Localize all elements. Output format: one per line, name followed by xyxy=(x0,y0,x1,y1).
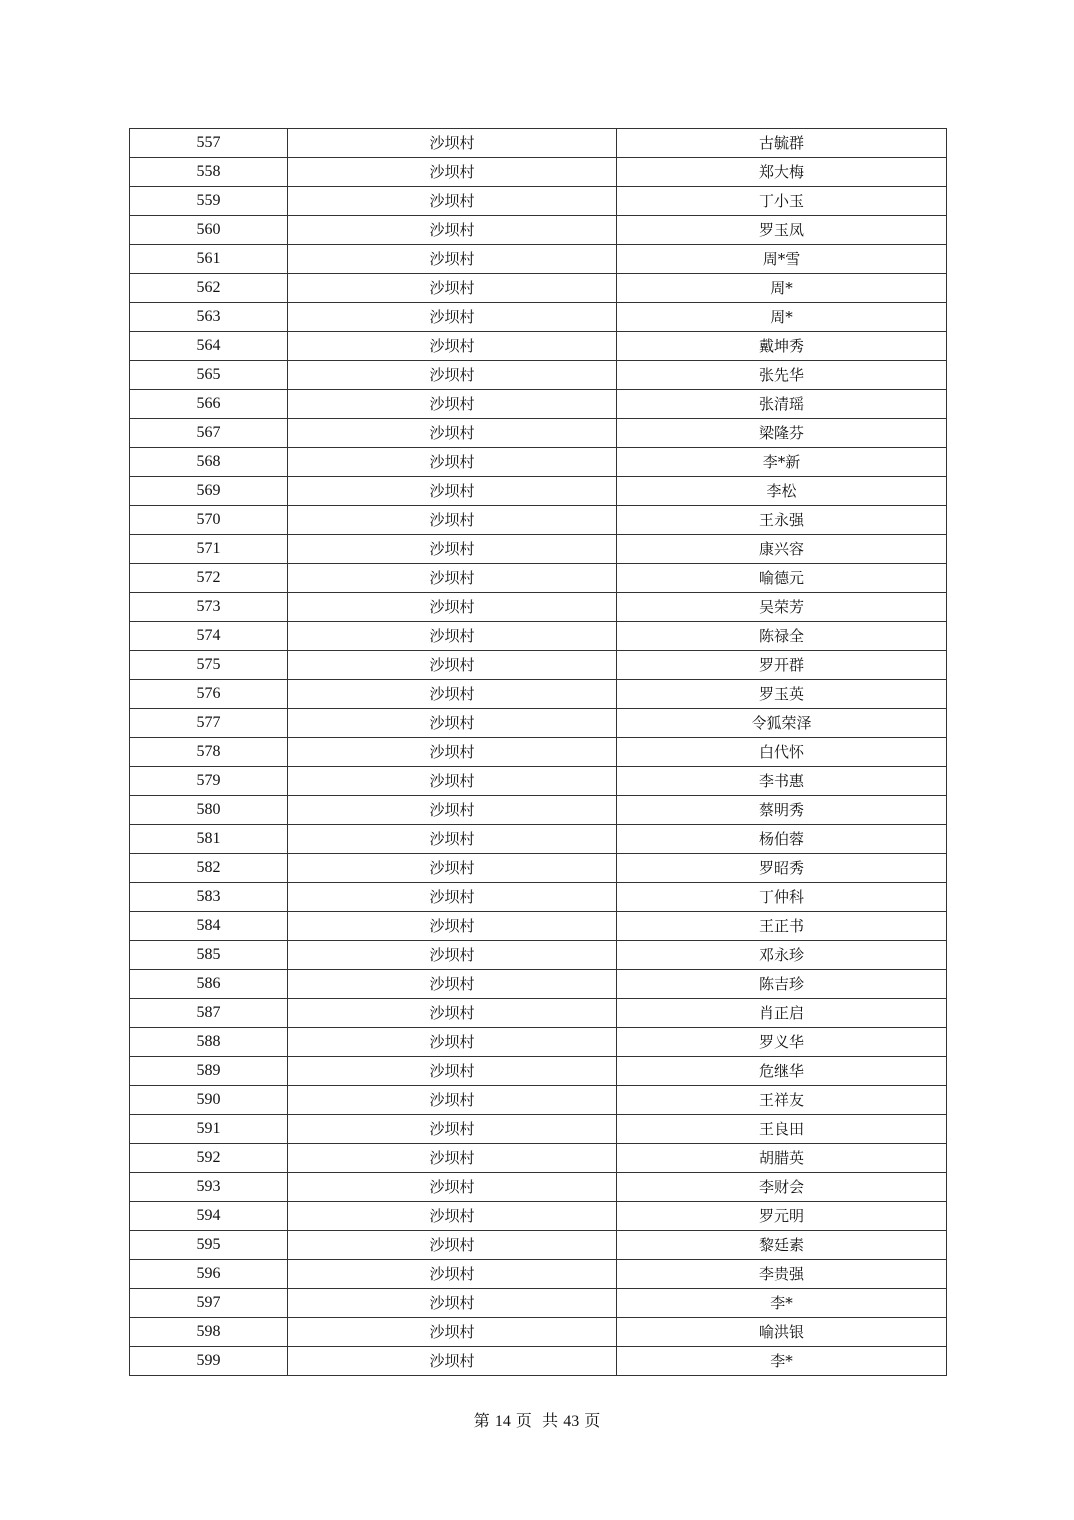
table-row xyxy=(130,1028,947,1057)
village-cell: 沙坝村 xyxy=(288,419,617,448)
name-cell: 黎廷素 xyxy=(617,1231,947,1260)
row-number-cell: 591 xyxy=(130,1115,288,1144)
village-cell: 沙坝村 xyxy=(288,1260,617,1289)
name-cell: 周* xyxy=(617,303,947,332)
row-number-cell: 580 xyxy=(130,796,288,825)
row-number-cell: 596 xyxy=(130,1260,288,1289)
village-cell: 沙坝村 xyxy=(288,448,617,477)
name-cell: 古毓群 xyxy=(617,129,947,158)
name-cell: 李* xyxy=(617,1347,947,1376)
village-cell: 沙坝村 xyxy=(288,1057,617,1086)
row-number-cell: 562 xyxy=(130,274,288,303)
table-row xyxy=(130,419,947,448)
village-cell: 沙坝村 xyxy=(288,274,617,303)
table-row xyxy=(130,1347,947,1376)
footer-prefix: 第 xyxy=(473,1411,490,1430)
name-cell: 王祥友 xyxy=(617,1086,947,1115)
village-cell: 沙坝村 xyxy=(288,883,617,912)
table-row xyxy=(130,1289,947,1318)
name-cell: 喻德元 xyxy=(617,564,947,593)
name-cell: 丁小玉 xyxy=(617,187,947,216)
name-cell: 李* xyxy=(617,1289,947,1318)
table-row xyxy=(130,825,947,854)
row-number-cell: 575 xyxy=(130,651,288,680)
table-row xyxy=(130,941,947,970)
row-number-cell: 561 xyxy=(130,245,288,274)
table-row xyxy=(130,448,947,477)
name-cell: 肖正启 xyxy=(617,999,947,1028)
row-number-cell: 567 xyxy=(130,419,288,448)
table-row xyxy=(130,129,947,158)
village-cell: 沙坝村 xyxy=(288,187,617,216)
village-cell: 沙坝村 xyxy=(288,709,617,738)
village-cell: 沙坝村 xyxy=(288,825,617,854)
name-cell: 康兴容 xyxy=(617,535,947,564)
row-number-cell: 559 xyxy=(130,187,288,216)
table-row xyxy=(130,854,947,883)
name-cell: 王正书 xyxy=(617,912,947,941)
row-number-cell: 597 xyxy=(130,1289,288,1318)
name-cell: 罗义华 xyxy=(617,1028,947,1057)
village-cell: 沙坝村 xyxy=(288,477,617,506)
village-cell: 沙坝村 xyxy=(288,767,617,796)
name-cell: 令狐荣泽 xyxy=(617,709,947,738)
row-number-cell: 577 xyxy=(130,709,288,738)
name-cell: 李松 xyxy=(617,477,947,506)
footer-middle: 页 共 xyxy=(515,1411,559,1430)
village-cell: 沙坝村 xyxy=(288,158,617,187)
village-cell: 沙坝村 xyxy=(288,1318,617,1347)
table-row xyxy=(130,970,947,999)
row-number-cell: 572 xyxy=(130,564,288,593)
village-cell: 沙坝村 xyxy=(288,1144,617,1173)
village-cell: 沙坝村 xyxy=(288,332,617,361)
village-cell: 沙坝村 xyxy=(288,941,617,970)
roster-table xyxy=(129,128,947,1376)
row-number-cell: 569 xyxy=(130,477,288,506)
row-number-cell: 566 xyxy=(130,390,288,419)
row-number-cell: 581 xyxy=(130,825,288,854)
name-cell: 陈禄全 xyxy=(617,622,947,651)
row-number-cell: 588 xyxy=(130,1028,288,1057)
row-number-cell: 568 xyxy=(130,448,288,477)
table-row xyxy=(130,680,947,709)
table-row xyxy=(130,883,947,912)
village-cell: 沙坝村 xyxy=(288,854,617,883)
table-row xyxy=(130,158,947,187)
table-row xyxy=(130,1260,947,1289)
village-cell: 沙坝村 xyxy=(288,303,617,332)
village-cell: 沙坝村 xyxy=(288,651,617,680)
name-cell: 丁仲科 xyxy=(617,883,947,912)
name-cell: 周*雪 xyxy=(617,245,947,274)
table-row xyxy=(130,564,947,593)
page-footer xyxy=(0,1410,1074,1433)
name-cell: 张先华 xyxy=(617,361,947,390)
village-cell: 沙坝村 xyxy=(288,680,617,709)
village-cell: 沙坝村 xyxy=(288,999,617,1028)
name-cell: 危继华 xyxy=(617,1057,947,1086)
village-cell: 沙坝村 xyxy=(288,1289,617,1318)
table-row xyxy=(130,738,947,767)
row-number-cell: 570 xyxy=(130,506,288,535)
row-number-cell: 593 xyxy=(130,1173,288,1202)
name-cell: 邓永珍 xyxy=(617,941,947,970)
village-cell: 沙坝村 xyxy=(288,1347,617,1376)
table-row xyxy=(130,216,947,245)
name-cell: 蔡明秀 xyxy=(617,796,947,825)
row-number-cell: 574 xyxy=(130,622,288,651)
village-cell: 沙坝村 xyxy=(288,1173,617,1202)
row-number-cell: 576 xyxy=(130,680,288,709)
village-cell: 沙坝村 xyxy=(288,970,617,999)
village-cell: 沙坝村 xyxy=(288,796,617,825)
name-cell: 王永强 xyxy=(617,506,947,535)
village-cell: 沙坝村 xyxy=(288,912,617,941)
name-cell: 李贵强 xyxy=(617,1260,947,1289)
row-number-cell: 560 xyxy=(130,216,288,245)
row-number-cell: 583 xyxy=(130,883,288,912)
roster-table-body xyxy=(130,129,947,1376)
village-cell: 沙坝村 xyxy=(288,245,617,274)
table-row xyxy=(130,1318,947,1347)
table-row xyxy=(130,767,947,796)
row-number-cell: 571 xyxy=(130,535,288,564)
table-row xyxy=(130,912,947,941)
name-cell: 陈吉珍 xyxy=(617,970,947,999)
name-cell: 罗元明 xyxy=(617,1202,947,1231)
table-row xyxy=(130,622,947,651)
row-number-cell: 586 xyxy=(130,970,288,999)
village-cell: 沙坝村 xyxy=(288,622,617,651)
row-number-cell: 564 xyxy=(130,332,288,361)
name-cell: 李书惠 xyxy=(617,767,947,796)
village-cell: 沙坝村 xyxy=(288,506,617,535)
table-row xyxy=(130,593,947,622)
name-cell: 李财会 xyxy=(617,1173,947,1202)
name-cell: 罗玉凤 xyxy=(617,216,947,245)
name-cell: 张清瑶 xyxy=(617,390,947,419)
table-row xyxy=(130,361,947,390)
table-row xyxy=(130,477,947,506)
name-cell: 白代怀 xyxy=(617,738,947,767)
row-number-cell: 573 xyxy=(130,593,288,622)
table-row xyxy=(130,274,947,303)
table-row xyxy=(130,1144,947,1173)
row-number-cell: 595 xyxy=(130,1231,288,1260)
table-row xyxy=(130,651,947,680)
name-cell: 罗玉英 xyxy=(617,680,947,709)
village-cell: 沙坝村 xyxy=(288,564,617,593)
table-row xyxy=(130,332,947,361)
row-number-cell: 598 xyxy=(130,1318,288,1347)
table-row xyxy=(130,1086,947,1115)
table-row xyxy=(130,1231,947,1260)
village-cell: 沙坝村 xyxy=(288,1202,617,1231)
row-number-cell: 584 xyxy=(130,912,288,941)
table-row xyxy=(130,1173,947,1202)
table-row xyxy=(130,709,947,738)
name-cell: 李*新 xyxy=(617,448,947,477)
village-cell: 沙坝村 xyxy=(288,738,617,767)
total-page-number: 43 xyxy=(563,1413,580,1430)
row-number-cell: 589 xyxy=(130,1057,288,1086)
table-row xyxy=(130,999,947,1028)
name-cell: 罗昭秀 xyxy=(617,854,947,883)
village-cell: 沙坝村 xyxy=(288,1115,617,1144)
row-number-cell: 563 xyxy=(130,303,288,332)
row-number-cell: 578 xyxy=(130,738,288,767)
village-cell: 沙坝村 xyxy=(288,216,617,245)
village-cell: 沙坝村 xyxy=(288,1231,617,1260)
name-cell: 戴坤秀 xyxy=(617,332,947,361)
table-row xyxy=(130,187,947,216)
footer-suffix: 页 xyxy=(584,1411,601,1430)
row-number-cell: 587 xyxy=(130,999,288,1028)
name-cell: 王良田 xyxy=(617,1115,947,1144)
name-cell: 梁隆芬 xyxy=(617,419,947,448)
row-number-cell: 557 xyxy=(130,129,288,158)
current-page-number: 14 xyxy=(494,1413,511,1430)
name-cell: 杨伯蓉 xyxy=(617,825,947,854)
table-row xyxy=(130,303,947,332)
name-cell: 郑大梅 xyxy=(617,158,947,187)
table-row xyxy=(130,245,947,274)
village-cell: 沙坝村 xyxy=(288,1028,617,1057)
village-cell: 沙坝村 xyxy=(288,535,617,564)
table-row xyxy=(130,796,947,825)
name-cell: 吴荣芳 xyxy=(617,593,947,622)
village-cell: 沙坝村 xyxy=(288,129,617,158)
row-number-cell: 579 xyxy=(130,767,288,796)
village-cell: 沙坝村 xyxy=(288,390,617,419)
table-row xyxy=(130,506,947,535)
village-cell: 沙坝村 xyxy=(288,593,617,622)
row-number-cell: 594 xyxy=(130,1202,288,1231)
name-cell: 胡腊英 xyxy=(617,1144,947,1173)
row-number-cell: 558 xyxy=(130,158,288,187)
table-row xyxy=(130,1202,947,1231)
table-row xyxy=(130,1057,947,1086)
village-cell: 沙坝村 xyxy=(288,361,617,390)
row-number-cell: 592 xyxy=(130,1144,288,1173)
table-row xyxy=(130,390,947,419)
row-number-cell: 590 xyxy=(130,1086,288,1115)
name-cell: 罗开群 xyxy=(617,651,947,680)
row-number-cell: 565 xyxy=(130,361,288,390)
name-cell: 周* xyxy=(617,274,947,303)
table-row xyxy=(130,1115,947,1144)
row-number-cell: 599 xyxy=(130,1347,288,1376)
village-cell: 沙坝村 xyxy=(288,1086,617,1115)
row-number-cell: 585 xyxy=(130,941,288,970)
name-cell: 喻洪银 xyxy=(617,1318,947,1347)
table-row xyxy=(130,535,947,564)
row-number-cell: 582 xyxy=(130,854,288,883)
